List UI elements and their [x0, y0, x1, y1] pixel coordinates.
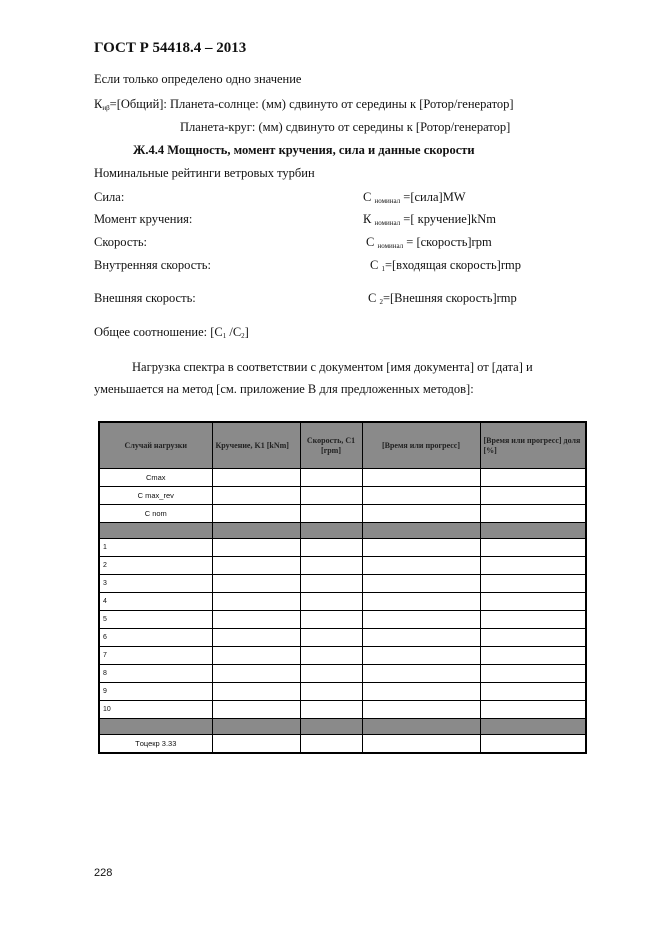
table-cell — [362, 665, 480, 683]
document-header: ГОСТ Р 54418.4 – 2013 — [94, 40, 247, 56]
table-cell — [300, 593, 362, 611]
param-label: Внешняя скорость: — [94, 291, 196, 305]
table-cell — [212, 523, 300, 539]
table-cell — [362, 469, 480, 487]
table-cell — [480, 469, 586, 487]
param-value: С $_1$=[входящая скорость]rmp — [370, 258, 521, 273]
table-cell — [99, 523, 212, 539]
paragraph-line: уменьшается на метод [см. приложение В для предложенных методов]: — [94, 382, 474, 396]
table-cell — [212, 611, 300, 629]
table-cell — [212, 629, 300, 647]
table-cell — [212, 487, 300, 505]
table-cell — [212, 539, 300, 557]
row-label: 4 — [99, 593, 212, 611]
param-label: Сила: — [94, 190, 125, 204]
table-row — [99, 557, 586, 575]
table-cell — [212, 593, 300, 611]
table-cell — [300, 647, 362, 665]
table-cell — [300, 719, 362, 735]
row-label: C nom — [99, 505, 212, 523]
table-row — [99, 505, 586, 523]
table-cell — [362, 683, 480, 701]
table-cell — [212, 557, 300, 575]
separator-row — [99, 719, 586, 735]
table-cell — [480, 575, 586, 593]
table-cell — [480, 735, 586, 754]
table-cell — [300, 683, 362, 701]
table-cell — [362, 557, 480, 575]
separator-row — [99, 523, 586, 539]
row-label: 9 — [99, 683, 212, 701]
table-cell — [362, 505, 480, 523]
row-label: 10 — [99, 701, 212, 719]
table-cell — [300, 665, 362, 683]
table-row — [99, 611, 586, 629]
load-spectrum-table — [98, 421, 587, 754]
table-cell — [480, 539, 586, 557]
table-cell — [480, 505, 586, 523]
table-cell — [480, 683, 586, 701]
row-label: Cmax — [99, 469, 212, 487]
param-label: Внутренняя скорость: — [94, 258, 211, 272]
param-value: С $_{номинал}$ = [скорость]rpm — [366, 235, 492, 250]
row-label: 2 — [99, 557, 212, 575]
header-time: [Время или прогресс] — [362, 422, 480, 469]
table-cell — [300, 505, 362, 523]
table-cell — [300, 539, 362, 557]
table-row — [99, 629, 586, 647]
table-cell — [300, 487, 362, 505]
row-label: 6 — [99, 629, 212, 647]
table-cell — [480, 665, 586, 683]
ratio-line: Общее соотношение: [$C_1$ $/C_2$] — [94, 325, 249, 340]
table-row — [99, 539, 586, 557]
table-cell — [212, 575, 300, 593]
table-cell — [480, 523, 586, 539]
table-cell — [212, 735, 300, 754]
table-cell — [300, 575, 362, 593]
table-cell — [480, 647, 586, 665]
table-cell — [212, 647, 300, 665]
row-label: 3 — [99, 575, 212, 593]
table-row — [99, 647, 586, 665]
row-label: Tоцекр 3.33 — [99, 735, 212, 754]
page-number: 228 — [94, 867, 113, 879]
table-cell — [212, 505, 300, 523]
header-time-share: [Время или прогресс] доля [%] — [480, 422, 586, 469]
row-label: 5 — [99, 611, 212, 629]
table-row — [99, 683, 586, 701]
param-value: С $_{номинал}$ =[сила]MW — [363, 190, 466, 205]
table-cell — [362, 701, 480, 719]
row-label: 8 — [99, 665, 212, 683]
table-cell — [480, 719, 586, 735]
param-value: С $_2$=[Внешняя скорость]rmp — [368, 291, 517, 306]
table-cell — [362, 629, 480, 647]
table-cell — [300, 735, 362, 754]
paragraph-line: Нагрузка спектра в соответствии с документом [имя документа] от [дата] и — [132, 360, 533, 374]
table-cell — [300, 629, 362, 647]
table-cell — [480, 629, 586, 647]
table-row — [99, 575, 586, 593]
table-row — [99, 665, 586, 683]
table-cell — [480, 701, 586, 719]
param-label: Скорость: — [94, 235, 148, 249]
table-row — [99, 487, 586, 505]
table-cell — [300, 523, 362, 539]
param-label: Момент кручения: — [94, 212, 193, 226]
text-line: Номинальные рейтинги ветровых турбин — [94, 166, 315, 180]
header-speed: Скорость, C1 [rpm] — [300, 422, 362, 469]
table-cell — [480, 593, 586, 611]
table-cell — [300, 557, 362, 575]
header-load-case: Случай нагрузки — [99, 422, 212, 469]
row-label: 7 — [99, 647, 212, 665]
table-row — [99, 735, 586, 754]
table-cell — [212, 683, 300, 701]
text-line: $К_{и\beta}=[Общий]$: Планета-солнце: (мм) сдвинуто от середины к [Ротор/генератор] — [94, 97, 514, 112]
table-cell — [362, 487, 480, 505]
table-cell — [362, 647, 480, 665]
table-cell — [212, 665, 300, 683]
table-cell — [362, 575, 480, 593]
text-line: Планета-круг: (мм) сдвинуто от середины к [Ротор/генератор] — [180, 120, 511, 134]
table-cell — [362, 735, 480, 754]
table-cell — [480, 557, 586, 575]
table-row — [99, 701, 586, 719]
param-value: К $_{номинал}$ =[ кручение]kNm — [363, 212, 496, 227]
text-line: Если только определено одно значение — [94, 72, 302, 86]
table-cell — [362, 523, 480, 539]
header-torque: Кручение, K1 [kNm] — [212, 422, 300, 469]
table-cell — [480, 487, 586, 505]
table-row — [99, 469, 586, 487]
table-cell — [362, 719, 480, 735]
table-cell — [212, 719, 300, 735]
section-title: Ж.4.4 Мощность, момент кручения, сила и данные скорости — [133, 143, 475, 157]
table-cell — [480, 611, 586, 629]
row-label: C max_rev — [99, 487, 212, 505]
table-cell — [212, 469, 300, 487]
table-cell — [362, 593, 480, 611]
table-row — [99, 593, 586, 611]
table-cell — [300, 611, 362, 629]
table-cell — [362, 611, 480, 629]
table-header-row — [99, 422, 586, 469]
table-cell — [300, 469, 362, 487]
table-cell — [212, 701, 300, 719]
row-label: 1 — [99, 539, 212, 557]
table-cell — [362, 539, 480, 557]
table-cell — [99, 719, 212, 735]
table-cell — [300, 701, 362, 719]
